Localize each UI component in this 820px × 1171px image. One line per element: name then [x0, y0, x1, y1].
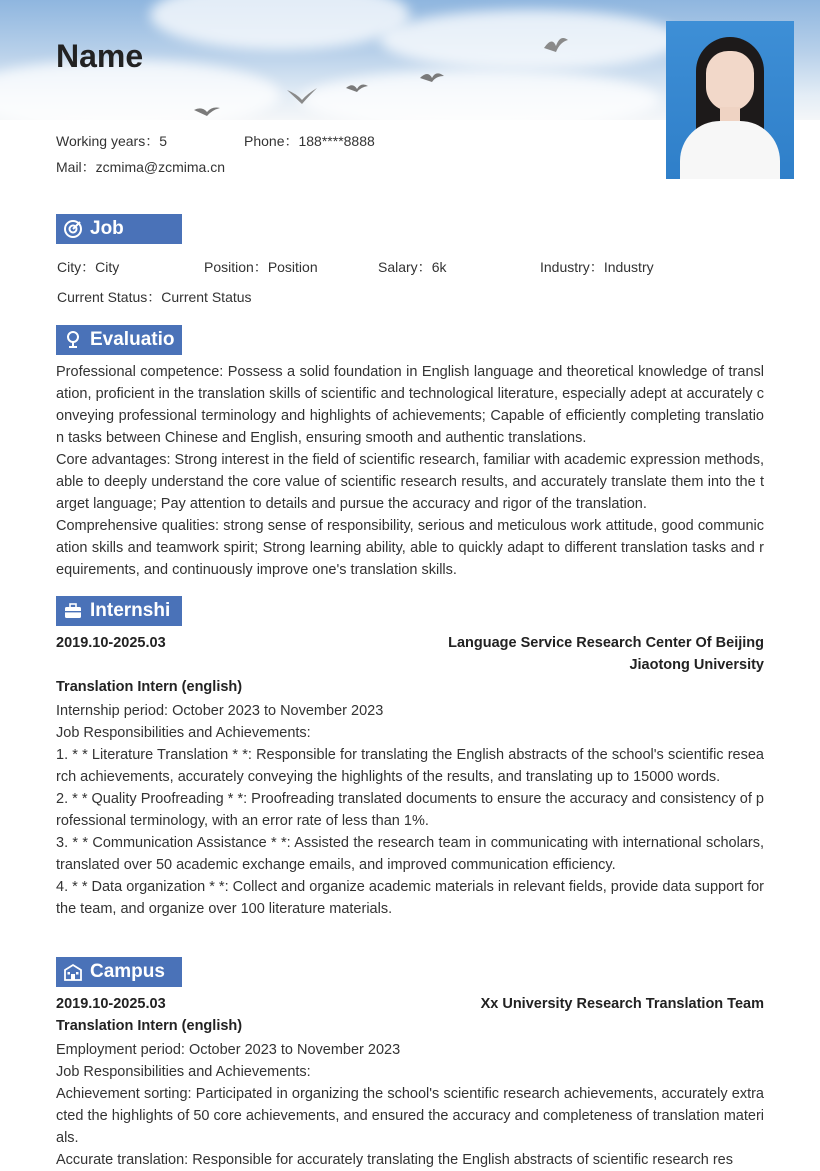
bird-icon — [285, 84, 319, 106]
bird-icon — [192, 104, 222, 120]
job-position-value: Position — [267, 259, 318, 275]
internship-date: 2019.10-2025.03 — [56, 635, 166, 651]
campus-details — [56, 1039, 764, 1171]
job-salary-label: Salary： — [378, 259, 432, 275]
evaluation-paragraph: Professional competence: Possess a solid foundation in English language and theoretical knowledge of translation, proficient in the translation skills of scientific and technological literature, especially adept at accurately conveying professional terminology and highlights of achievements; Capable of efficiently completing translation tasks between Chinese and English, ensuring smooth and authentic translations. — [56, 364, 764, 446]
evaluation-paragraph: Comprehensive qualities: strong sense of responsibility, serious and meticulous work attitude, good communication skills and teamwork spirit; Strong learning ability, able to quickly adapt to different translation tasks and requirements, and continuously improve one's translation skills. — [56, 518, 764, 578]
job-status — [57, 287, 252, 307]
job-industry-label: Industry： — [540, 259, 604, 275]
internship-details — [56, 700, 764, 920]
internship-line: 3. * * Communication Assistance * *: Assisted the research team in communicating with international scholars, translated over 50 academic exchange emails, and improved communication efficiency. — [56, 835, 764, 873]
mail — [56, 157, 225, 177]
campus-line: Achievement sorting: Participated in organizing the school's scientific research achievements, accurately extracted the highlights of 50 core achievements, and ensured the accuracy and completeness of translation materials. — [56, 1086, 764, 1146]
internship-line: Job Responsibilities and Achievements: — [56, 725, 311, 741]
mail-value: zcmima@zcmima.cn — [95, 159, 226, 175]
internship-entry-header — [56, 632, 764, 676]
campus-org: Xx University Research Translation Team — [480, 996, 764, 1012]
internship-org: Language Service Research Center Of Beijing Jiaotong University — [448, 635, 764, 673]
evaluation-text — [56, 361, 764, 581]
section-campus-title: Campus — [90, 961, 165, 982]
bird-icon — [344, 80, 370, 98]
school-icon — [56, 963, 90, 981]
phone-value: 188****8888 — [298, 133, 375, 149]
job-city — [57, 257, 119, 277]
job-salary — [378, 257, 446, 277]
candidate-name: Name — [56, 38, 144, 74]
job-position — [204, 257, 318, 277]
phone — [244, 131, 375, 151]
cloud-shape — [380, 10, 680, 70]
campus-line: Accurate translation: Responsible for accurately translating the English abstracts of scientific research res — [56, 1152, 733, 1168]
working-years — [56, 131, 167, 151]
profile-photo — [666, 21, 794, 179]
internship-role: Translation Intern (english) — [56, 679, 243, 695]
section-internship-header — [56, 596, 182, 626]
section-job-title: Job — [90, 218, 124, 239]
job-city-label: City： — [57, 259, 96, 275]
badge-icon — [56, 330, 90, 350]
job-position-label: Position： — [204, 259, 268, 275]
target-icon — [56, 219, 90, 239]
internship-line: 4. * * Data organization * *: Collect and organize academic materials in relevant fields, provide data support for the team, and organize over 100 literature materials. — [56, 879, 764, 917]
campus-entry-header — [56, 993, 764, 1015]
photo-face — [706, 51, 754, 111]
evaluation-paragraph: Core advantages: Strong interest in the field of scientific research, familiar with academic expression methods, able to deeply understand the core value of scientific research results, and accurately translate them into the target language; Pay attention to details and pursue the accuracy and rigor of the translation. — [56, 452, 764, 512]
job-city-value: City — [95, 259, 120, 275]
section-campus-header — [56, 957, 182, 987]
photo-shirt — [680, 121, 780, 179]
section-job-header — [56, 214, 182, 244]
job-industry-value: Industry — [603, 259, 654, 275]
campus-date: 2019.10-2025.03 — [56, 996, 166, 1012]
job-status-value: Current Status — [161, 289, 252, 305]
working-years-value: 5 — [159, 133, 168, 149]
bird-icon — [418, 68, 446, 88]
phone-label: Phone： — [244, 133, 299, 149]
job-industry — [540, 257, 654, 277]
job-status-label: Current Status： — [57, 289, 162, 305]
campus-role: Translation Intern (english) — [56, 1018, 243, 1034]
bird-icon — [540, 30, 570, 60]
section-evaluation-title: Evaluatio — [90, 329, 175, 350]
job-salary-value: 6k — [431, 259, 447, 275]
mail-label: Mail： — [56, 159, 96, 175]
internship-line: 2. * * Quality Proofreading * *: Proofreading translated documents to ensure the accuracy and consistency of professional terminology, with an error rate of less than 1%. — [56, 791, 764, 829]
campus-line: Employment period: October 2023 to November 2023 — [56, 1042, 401, 1058]
working-years-label: Working years： — [56, 133, 160, 149]
cloud-shape — [150, 0, 410, 50]
internship-line: Internship period: October 2023 to November 2023 — [56, 703, 384, 719]
campus-line: Job Responsibilities and Achievements: — [56, 1064, 311, 1080]
briefcase-icon — [56, 603, 90, 619]
section-evaluation-header — [56, 325, 182, 355]
section-internship-title: Internshi — [90, 600, 171, 621]
internship-line: 1. * * Literature Translation * *: Responsible for translating the English abstracts of the school's scientific research achievements, accurately conveying the highlights of the results, and translating up to 15000 words. — [56, 747, 764, 785]
